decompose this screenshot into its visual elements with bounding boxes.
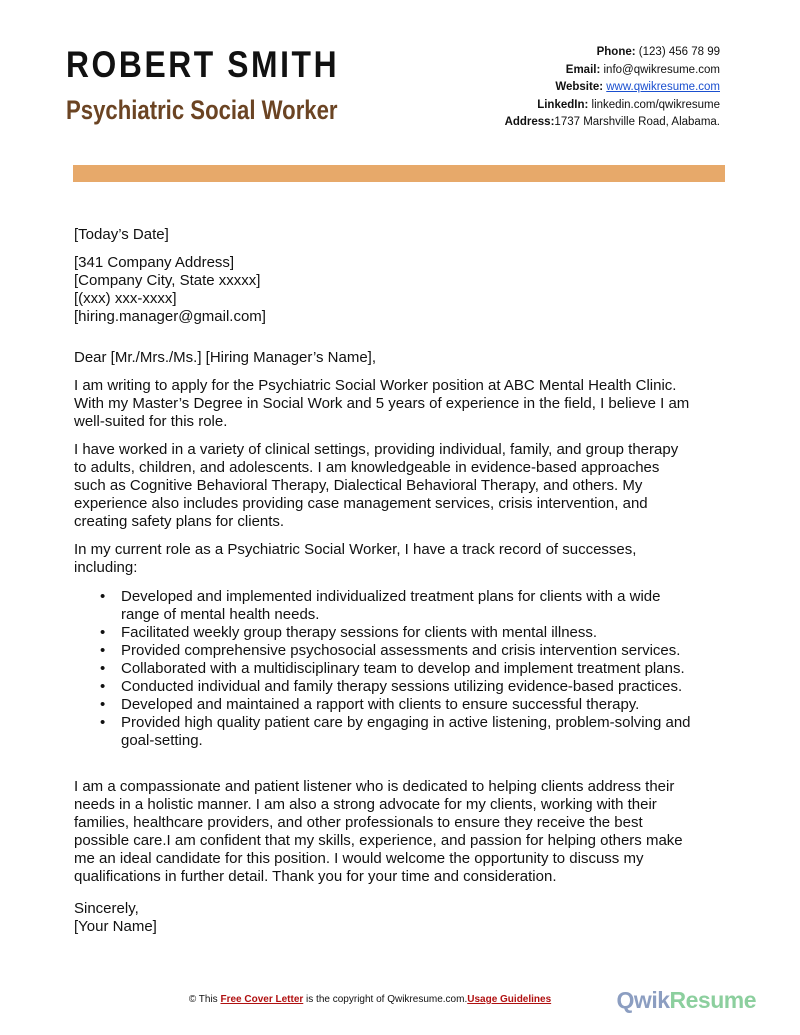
paragraph-line: including:	[74, 559, 138, 576]
letter-body	[74, 226, 730, 936]
paragraph-line: creating safety plans for clients.	[74, 513, 285, 530]
recipient-line: [hiring.manager@gmail.com]	[74, 308, 266, 325]
contact-address	[505, 114, 720, 132]
linkedin-value: linkedin.com/qwikresume	[591, 98, 720, 111]
bullet-icon: •	[100, 642, 106, 659]
website-label: Website:	[555, 81, 604, 94]
address-value: 1737 Marshville Road, Alabama.	[554, 116, 720, 129]
signature: [Your Name]	[74, 918, 157, 935]
free-cover-letter-link[interactable]: Free Cover Letter	[220, 994, 304, 1005]
paragraph-1	[74, 377, 730, 431]
logo-part-resume: Resume	[669, 987, 756, 1013]
recipient-block	[74, 254, 730, 326]
paragraph-line: possible care.I am confident that my skills, experience, and passion for helping others make	[74, 832, 683, 849]
salutation: Dear [Mr./Mrs./Ms.] [Hiring Manager’s Name],	[74, 349, 377, 366]
list-item	[100, 696, 730, 714]
logo-part-qwik: Qwik	[616, 987, 670, 1013]
list-item-line: Collaborated with a multidisciplinary team to develop and implement treatment plans.	[121, 660, 685, 677]
list-item-line: Facilitated weekly group therapy sessions for clients with mental illness.	[121, 624, 598, 641]
contact-website	[505, 79, 720, 97]
paragraph-line: In my current role as a Psychiatric Social Worker, I have a track record of successes,	[74, 541, 637, 558]
contact-block	[505, 44, 720, 132]
job-title: Psychiatric Social Worker	[66, 95, 338, 125]
recipient-line: [(xxx) xxx-xxxx]	[74, 290, 177, 307]
bullet-icon: •	[100, 624, 106, 641]
paragraph-3	[74, 541, 730, 577]
list-item	[100, 714, 730, 750]
bullet-icon: •	[100, 588, 106, 605]
bullet-icon: •	[100, 660, 106, 677]
accent-divider-bar	[73, 165, 725, 182]
footer-text	[189, 994, 551, 1005]
paragraph-line: qualifications in further detail. Thank you for your time and consideration.	[74, 868, 557, 885]
contact-email	[505, 62, 720, 80]
closing: Sincerely,	[74, 900, 139, 917]
paragraph-line: I have worked in a variety of clinical settings, providing individual, family, and group therapy	[74, 441, 679, 458]
footer-prefix: © This	[188, 994, 221, 1005]
list-item-line: Conducted individual and family therapy sessions utilizing evidence-based practices.	[121, 678, 683, 695]
achievements-list	[74, 588, 730, 750]
bullet-icon: •	[100, 696, 106, 713]
email-value: info@qwikresume.com	[603, 63, 720, 76]
list-item-line: range of mental health needs.	[121, 606, 320, 623]
contact-linkedin	[505, 97, 720, 115]
list-item-line: goal-setting.	[121, 732, 203, 749]
usage-guidelines-link[interactable]: Usage Guidelines	[467, 994, 552, 1005]
paragraph-2	[74, 441, 730, 531]
list-item	[100, 588, 730, 624]
list-item	[100, 624, 730, 642]
paragraph-line: With my Master’s Degree in Social Work and 5 years of experience in the field, I believe I am	[74, 395, 690, 412]
qwikresume-logo	[617, 987, 756, 1014]
recipient-line: [341 Company Address]	[74, 254, 235, 271]
candidate-name: ROBERT SMITH	[66, 44, 340, 85]
list-item-line: Provided comprehensive psychosocial assessments and crisis intervention services.	[121, 642, 681, 659]
paragraph-line: I am a compassionate and patient listener who is dedicated to helping clients address their	[74, 778, 675, 795]
list-item-line: Developed and maintained a rapport with clients to ensure successful therapy.	[121, 696, 640, 713]
bullet-icon: •	[100, 714, 106, 731]
paragraph-line: I am writing to apply for the Psychiatric Social Worker position at ABC Mental Health Clinic.	[74, 377, 677, 394]
list-item	[100, 660, 730, 678]
paragraph-line: families, healthcare providers, and other professionals to ensure they receive the best	[74, 814, 643, 831]
bullet-icon: •	[100, 678, 106, 695]
list-item-line: Provided high quality patient care by engaging in active listening, problem-solving and	[121, 714, 691, 731]
paragraph-line: well-suited for this role.	[74, 413, 228, 430]
paragraph-line: to adults, children, and adolescents. I am knowledgeable in evidence-based approaches	[74, 459, 660, 476]
address-label: Address:	[504, 116, 555, 129]
list-item	[100, 642, 730, 660]
list-item	[100, 678, 730, 696]
linkedin-label: LinkedIn:	[537, 98, 589, 111]
phone-value: (123) 456 78 99	[638, 46, 720, 58]
paragraph-line: such as Cognitive Behavioral Therapy, Dialectical Behavioral Therapy, and others. My	[74, 477, 643, 494]
footer-middle: is the copyright of Qwikresume.com.	[303, 994, 468, 1005]
paragraph-4	[74, 778, 730, 886]
website-link[interactable]: www.qwikresume.com	[606, 81, 720, 94]
paragraph-line: me an ideal candidate for this position. I would welcome the opportunity to discuss my	[74, 850, 644, 867]
recipient-line: [Company City, State xxxxx]	[74, 272, 261, 289]
phone-label: Phone:	[596, 46, 636, 58]
paragraph-line: needs in a holistic manner. I am also a strong advocate for my clients, working with their	[74, 796, 657, 813]
email-label: Email:	[565, 63, 601, 76]
contact-phone	[505, 44, 720, 62]
list-item-line: Developed and implemented individualized treatment plans for clients with a wide	[121, 588, 661, 605]
letter-date: [Today’s Date]	[74, 226, 169, 243]
paragraph-line: experience also includes providing case management services, crisis intervention, and	[74, 495, 648, 512]
